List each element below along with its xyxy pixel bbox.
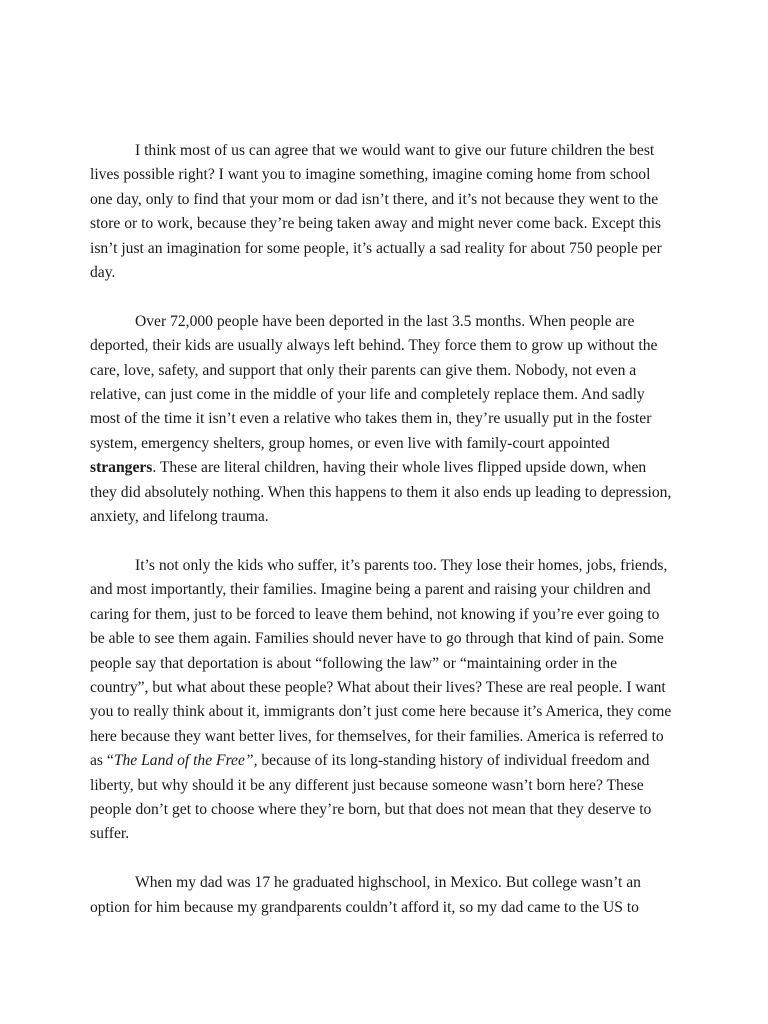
paragraph-4-text: When my dad was 17 he graduated highschool, in Mexico. But college wasn’t an option for him because my grandparents couldn’t afford it, so my dad came to the US to	[90, 874, 641, 916]
paragraph-1	[90, 139, 675, 285]
italic-phrase-land-of-the-free: The Land of the Free”,	[113, 752, 258, 770]
paragraph-2	[90, 310, 675, 530]
paragraph-3-text-b: because of its long-standing history of individual freedom and liberty, but why should it be any different just because someone wasn’t born here? These people don’t get to choose where they’re born, but that does not mean that they deserve to suffer.	[90, 752, 652, 843]
paragraph-2-text-a: Over 72,000 people have been deported in the last 3.5 months. When people are deported, their kids are usually always left behind. They force them to grow up without the care, love, safety, and support that only their parents can give them. Nobody, not even a relative, can just come in the middle of your life and completely replace them. And sadly most of the time it isn’t even a relative who takes them in, they’re usually put in the foster system, emergency shelters, group homes, or even live with family-court appointed	[90, 312, 658, 452]
document-body	[90, 139, 675, 944]
paragraph-1-text: I think most of us can agree that we would want to give our future children the best lives possible right? I want you to imagine something, imagine coming home from school one day, only to find that your mom or dad isn’t there, and it’s not because they went to the store or to work, because they’re being taken away and might never come back. Except this isn’t just an imagination for some people, it’s actually a sad reality for about 750 people per day.	[90, 142, 662, 282]
paragraph-3-text-a: It’s not only the kids who suffer, it’s parents too. They lose their homes, jobs, friends, and most importantly, their families. Imagine being a parent and raising your children and caring for them, just to be forced to leave them behind, not knowing if you’re ever going to be able to see them again. Families should never have to go through that kind of pain. Some people say that deportation is about “following the law” or “maintaining order in the country”, but what about these people? What about their lives? These are real people. I want you to really think about it, immigrants don’t just come here because it’s America, they come here because they want better lives, for themselves, for their families. America is referred to as “	[90, 556, 672, 770]
paragraph-2-text-b: . These are literal children, having their whole lives flipped upside down, when they did absolutely nothing. When this happens to them it also ends up leading to depression, anxiety, and lifelong trauma.	[90, 459, 672, 526]
paragraph-3	[90, 554, 675, 847]
bold-term-strangers: strangers	[90, 459, 153, 477]
paragraph-4	[90, 871, 675, 920]
